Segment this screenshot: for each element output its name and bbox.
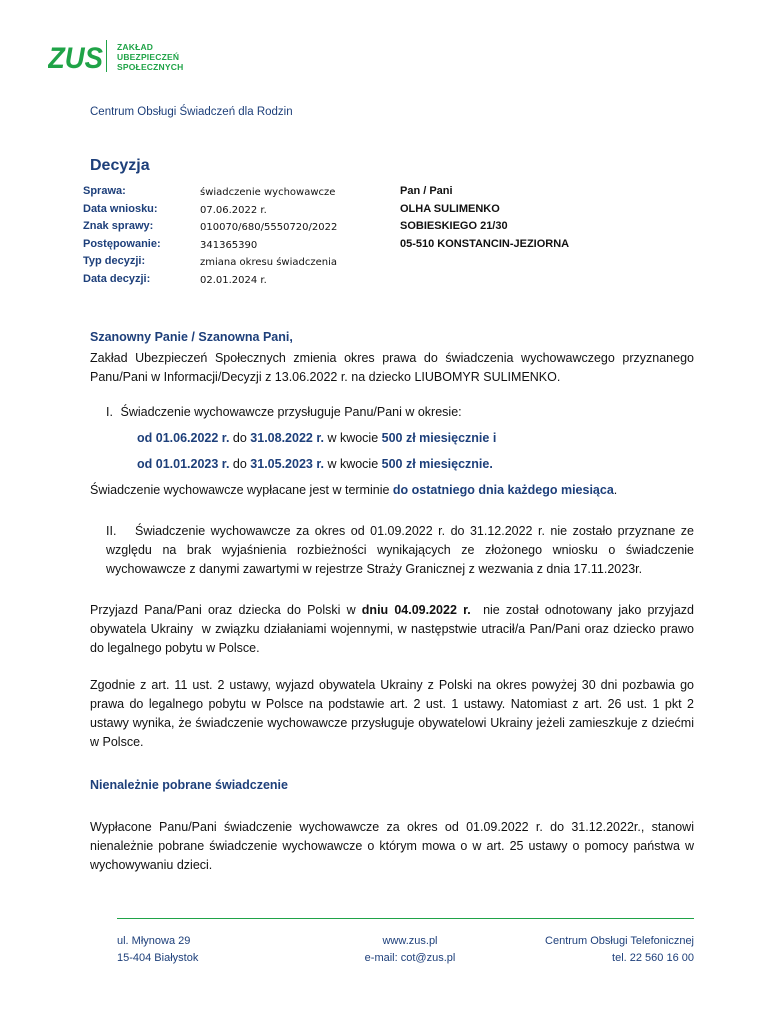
addressee-line: Pan / Pani [400,185,453,197]
payment-end: . [613,483,618,497]
addressee-line: SOBIESKIEGO 21/30 [400,220,508,232]
footer-divider [117,918,694,919]
greeting: Szanowny Panie / Szanowna Pani, [90,330,293,344]
payment-terms [90,483,617,497]
section-text: Świadczenie wychowawcze przysługuje Panu/Pani w okresie: [120,405,462,419]
logo-line: ZAKŁAD [117,42,154,52]
meta-row [83,273,337,291]
period-start: od 01.01.2023 r. [137,457,230,471]
payment-deadline: do ostatniego dnia każdego miesiąca [392,483,614,497]
addressee-line: OLHA SULIMENKO [400,202,500,215]
payment-text: Świadczenie wychowawcze wypłacane jest w terminie [90,483,393,497]
meta-label: Data decyzji: [83,272,151,285]
meta-row [83,185,337,203]
benefit-period [137,431,496,445]
entry-date: dniu 04.09.2022 r. [361,603,471,617]
logo-divider [106,40,107,72]
meta-label: Postępowanie: [83,237,161,250]
footer-line: ul. Młynowa 29 [117,935,191,947]
section-i [106,405,462,419]
meta-label: Typ decyzji: [83,255,146,267]
meta-row [83,203,337,221]
entry-paragraph [90,601,698,658]
period-connector: do [229,457,251,471]
meta-row [83,238,337,256]
phone-number: tel. 22 560 16 00 [612,952,694,964]
logo-line: UBEZPIECZEŃ [117,52,180,62]
svg-text:ZUS: ZUS [48,42,103,72]
logo-line: SPOŁECZNYCH [117,62,184,72]
section-number: II. [106,524,117,538]
meta-value: 341365390 [200,239,258,251]
period-connector: do [229,431,251,445]
meta-value: 07.06.2022 r. [200,204,267,216]
amount-connector: w kwocie [323,431,382,445]
amount-connector: w kwocie [323,457,382,471]
section-number: I. [106,405,113,419]
meta-value: 02.01.2024 r. [200,274,267,286]
meta-row [83,220,337,238]
period-end: 31.08.2022 r. [250,431,324,445]
meta-value: świadczenie wychowawcze [200,187,336,198]
benefit-period [137,457,493,471]
meta-label: Sprawa: [83,185,126,197]
overpayment-paragraph: Wypłacone Panu/Pani świadczenie wychowawcze za okres od 01.09.2022 r. do 31.12.2022r., stanowi nienależnie pobrane świadczenie wychowawcze o którym mowa o w art. 25 ustawy o pomocy państwa w wychowywaniu dzieci. [90,820,694,872]
meta-value: 010070/680/5550720/2022 [200,222,338,233]
logo-wordmark [117,42,183,72]
addressee-block [400,185,569,255]
zus-logo-mark [48,40,104,72]
period-amount: 500 zł miesięcznie. [381,457,493,471]
section-ii [106,522,694,579]
period-amount: 500 zł miesięcznie i [381,431,497,445]
meta-value: zmiana okresu świadczenia [200,257,338,268]
page-title: Decyzja [90,157,150,174]
footer-address [117,933,198,967]
meta-label: Znak sprawy: [83,220,154,232]
period-start: od 01.06.2022 r. [137,431,230,445]
paragraph-text: nie został odnotowany jako przyjazd obywatela Ukrainy w związku działaniami wojennymi, w następstwie utracił/a Pan/Pani oraz dziecko prawo do legalnego pobytu w Polsce. [90,603,698,655]
meta-label: Data wniosku: [83,202,158,215]
section-text: Świadczenie wychowawcze za okres od 01.09.2022 r. do 31.12.2022 r. nie zostało przyznane ze względu na brak wyjaśnienia rozbieżności wynikających ze złożonego wniosku o świadczenie wychowawcze z danymi zawartymi w rejestrze Straży Granicznej z wezwania z dnia 17.11.2023r. [106,524,694,576]
zus-logo [48,40,104,72]
footer-contact [340,933,480,967]
website-link[interactable]: www.zus.pl [382,935,438,947]
meta-row [83,255,337,273]
section-heading: Nienależnie pobrane świadczenie [90,778,288,792]
intro-paragraph: Zakład Ubezpieczeń Społecznych zmienia okres prawa do świadczenia wychowawczego przyznanego Panu/Pani w Informacji/Decyzji z 13.06.2022 r. na dziecko LIUBOMYR SULIMENKO. [90,351,694,384]
footer-phone [494,933,694,967]
footer-line: Centrum Obsługi Telefonicznej [545,935,694,947]
issuing-unit: Centrum Obsługi Świadczeń dla Rodzin [90,106,293,118]
footer-line: 15-404 Białystok [117,952,199,964]
legal-basis-paragraph: Zgodnie z art. 11 ust. 2 ustawy, wyjazd obywatela Ukrainy z Polski na okres powyżej 30 dni pozbawia go prawa do legalnego pobytu w Polsce na podstawie art. 2 ust. 1 ustawy. Natomiast z art. 26 ust. 1 pkt 2 ustawy wynika, że świadczenie wychowawcze przysługuje obywatelowi Ukrainy jeżeli zamieszkuje z dziećmi w Polsce. [90,678,694,749]
email-link[interactable]: e-mail: cot@zus.pl [364,952,456,964]
period-end: 31.05.2023 r. [250,457,324,471]
paragraph-text: Przyjazd Pana/Pani oraz dziecka do Polski w [90,603,362,617]
addressee-line: 05-510 KONSTANCIN-JEZIORNA [400,237,570,250]
case-details [83,185,337,290]
